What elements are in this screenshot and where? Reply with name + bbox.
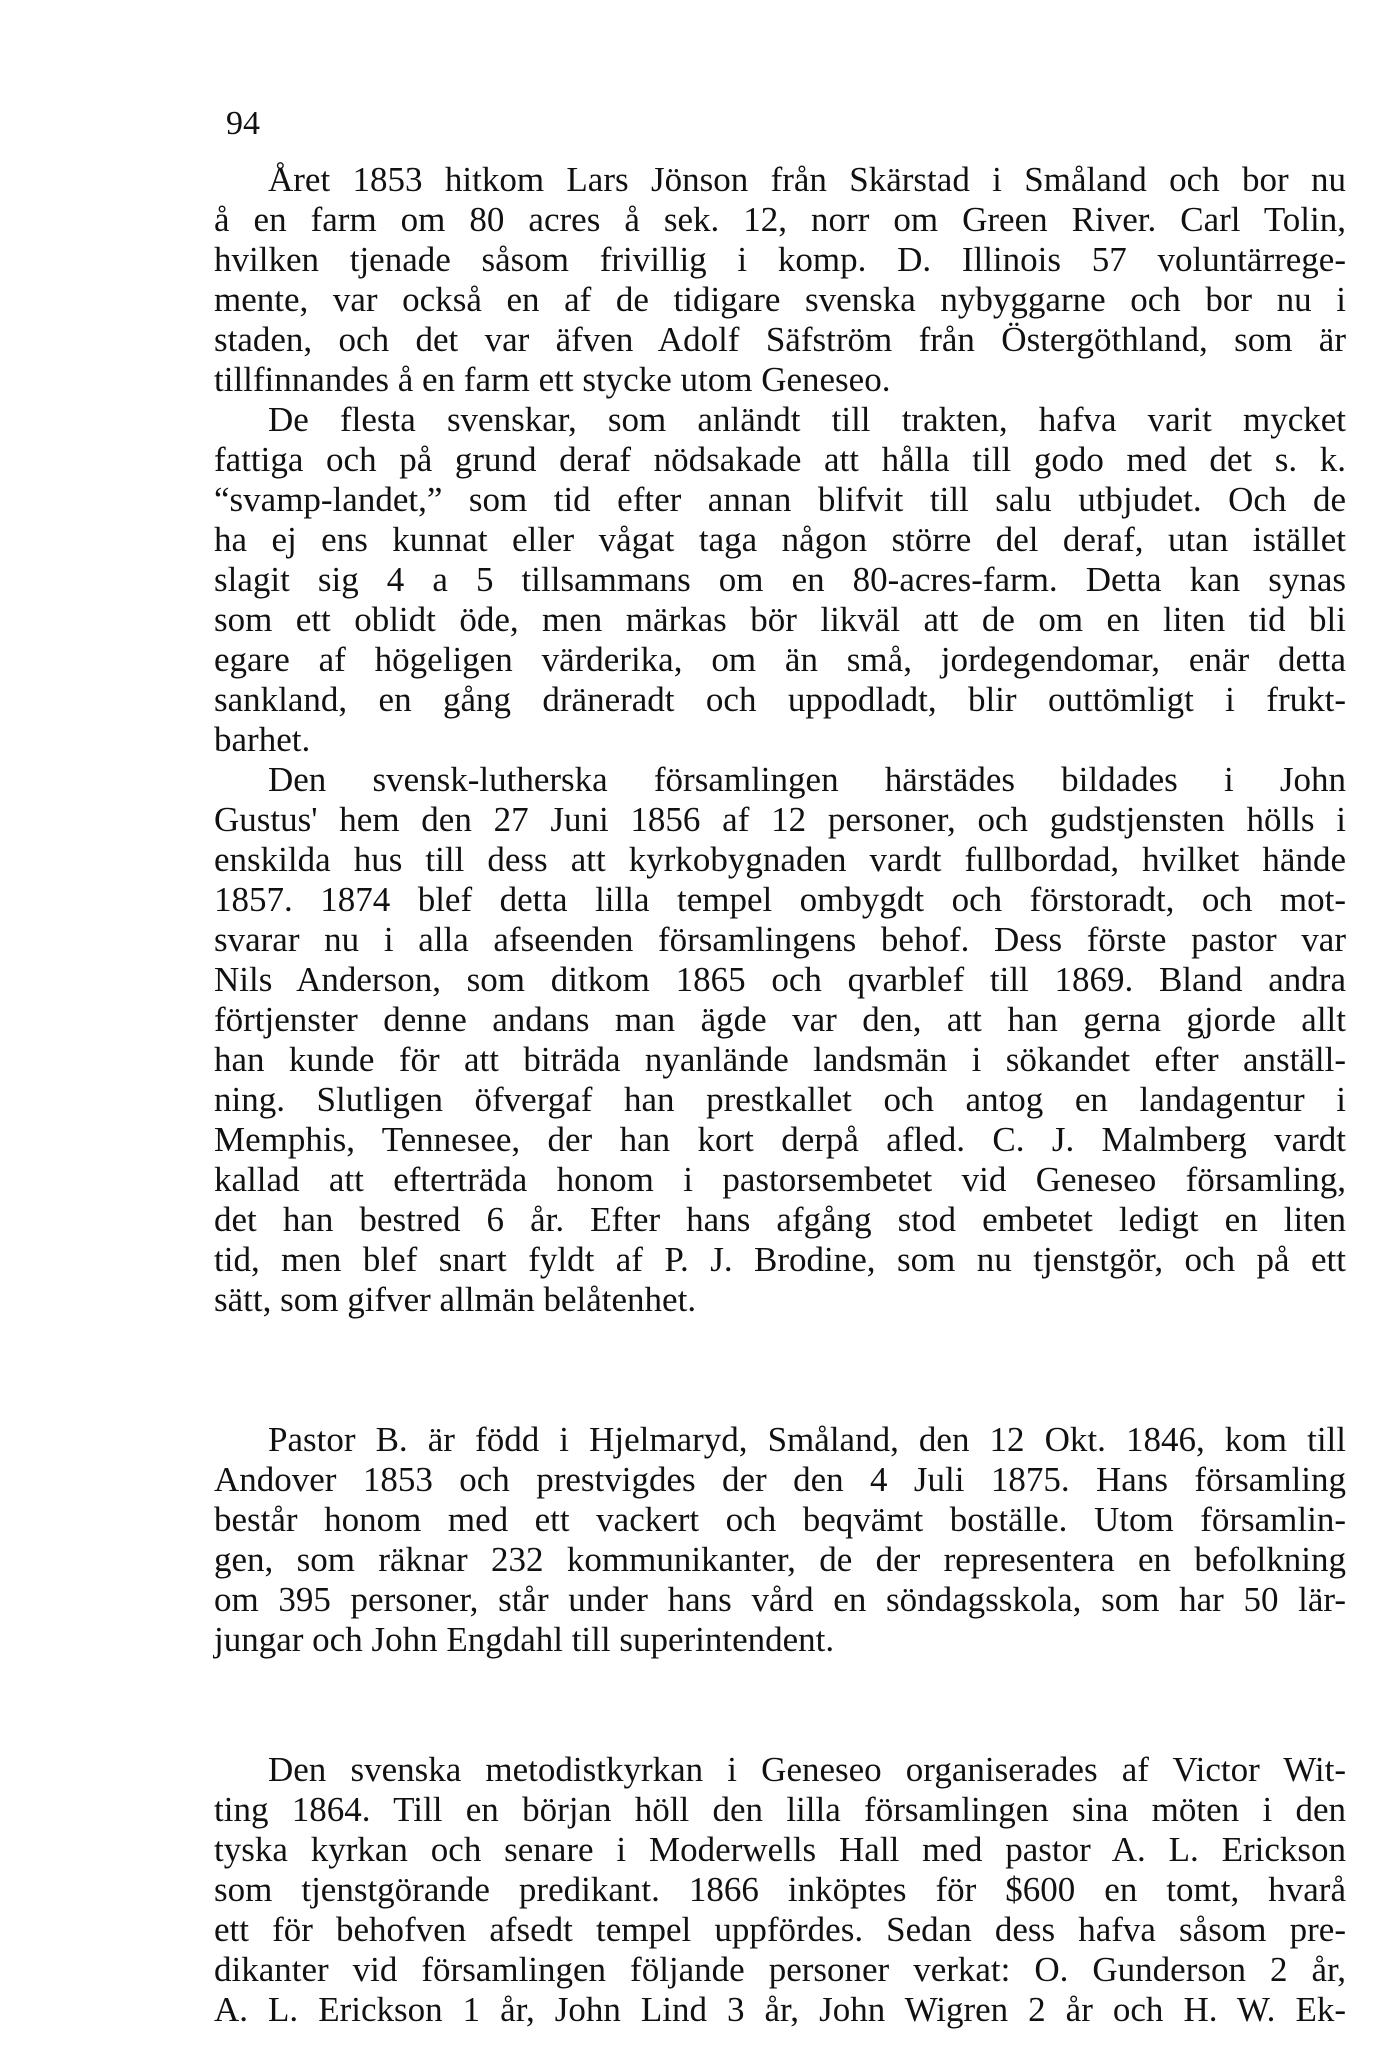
text-line: sätt, som gifver allmän belåtenhet.: [214, 1280, 697, 1319]
text-line: han kunde för att biträda nyanlände landsmän i sökandet efter anställ-: [214, 1040, 1346, 1079]
text-line: Den svensk-lutherska församlingen härstädes bildades i John: [268, 760, 1346, 799]
text-line: svarar nu i alla afseenden församlingens behof. Dess förste pastor var: [214, 920, 1346, 959]
text-line: Memphis, Tennesee, der han kort derpå afled. C. J. Malmberg vardt: [214, 1120, 1346, 1159]
text-line: Året 1853 hitkom Lars Jönson från Skärstad i Småland och bor nu: [268, 160, 1346, 199]
text-line: som ett oblidt öde, men märkas bör likväl att de om en liten tid bli: [214, 600, 1346, 639]
text-line: består honom med ett vackert och beqvämt boställe. Utom församlin-: [214, 1500, 1346, 1539]
text-line: ting 1864. Till en början höll den lilla församlingen sina möten i den: [214, 1790, 1346, 1829]
text-line: 1857. 1874 blef detta lilla tempel ombygdt och förstoradt, och mot-: [214, 880, 1346, 919]
text-line: gen, som räknar 232 kommunikanter, de der representera en befolkning: [214, 1540, 1346, 1579]
text-line: enskilda hus till dess att kyrkobygnaden vardt fullbordad, hvilket hände: [214, 840, 1346, 879]
text-line: ha ej ens kunnat eller vågat taga någon större del deraf, utan istället: [214, 520, 1346, 559]
text-line: tillfinnandes å en farm ett stycke utom Geneseo.: [214, 360, 891, 399]
text-line: ett för behofven afsedt tempel uppfördes. Sedan dess hafva såsom pre-: [214, 1910, 1346, 1949]
paragraph-group-2: [214, 1420, 1346, 1660]
text-line: Gustus' hem den 27 Juni 1856 af 12 personer, och gudstjensten hölls i: [214, 800, 1346, 839]
text-line: om 395 personer, står under hans vård en söndagsskola, som har 50 lär-: [214, 1580, 1346, 1619]
text-line: som tjenstgörande predikant. 1866 inköptes för $600 en tomt, hvarå: [214, 1870, 1346, 1909]
text-line: A. L. Erickson 1 år, John Lind 3 år, John Wigren 2 år och H. W. Ek-: [214, 1990, 1346, 2029]
text-line: dikanter vid församlingen följande personer verkat: O. Gunderson 2 år,: [214, 1950, 1346, 1989]
text-line: ning. Slutligen öfvergaf han prestkallet och antog en landagentur i: [214, 1080, 1346, 1119]
text-line: Den svenska metodistkyrkan i Geneseo organiserades af Victor Wit-: [268, 1750, 1346, 1789]
text-line: slagit sig 4 a 5 tillsammans om en 80-acres-farm. Detta kan synas: [214, 560, 1346, 599]
text-line: tid, men blef snart fyldt af P. J. Brodine, som nu tjenstgör, och på ett: [214, 1240, 1346, 1279]
page-number: 94: [226, 105, 260, 142]
text-line: Pastor B. är född i Hjelmaryd, Småland, den 12 Okt. 1846, kom till: [268, 1420, 1346, 1459]
text-line: hvilken tjenade såsom frivillig i komp. D. Illinois 57 voluntärrege-: [214, 240, 1346, 279]
text-line: mente, var också en af de tidigare svenska nybyggarne och bor nu i: [214, 280, 1346, 319]
text-line: barhet.: [214, 720, 311, 759]
text-line: sankland, en gång dräneradt och uppodladt, blir outtömligt i frukt-: [214, 680, 1346, 719]
text-line: å en farm om 80 acres å sek. 12, norr om Green River. Carl Tolin,: [214, 200, 1346, 239]
text-line: fattiga och på grund deraf nödsakade att hålla till godo med det s. k.: [214, 440, 1346, 479]
text-line: jungar och John Engdahl till superintendent.: [214, 1620, 835, 1659]
text-line: förtjenster denne andans man ägde var den, att han gerna gjorde allt: [214, 1000, 1346, 1039]
paragraph-group-1: [214, 160, 1346, 1320]
text-line: staden, och det var äfven Adolf Säfström från Östergöthland, som är: [214, 320, 1346, 359]
text-line: Andover 1853 och prestvigdes der den 4 Juli 1875. Hans församling: [214, 1460, 1346, 1499]
text-line: egare af högeligen värderika, om än små, jordegendomar, enär detta: [214, 640, 1346, 679]
paragraph-group-3: [214, 1750, 1346, 2030]
text-line: kallad att efterträda honom i pastorsembetet vid Geneseo församling,: [214, 1160, 1346, 1199]
text-line: tyska kyrkan och senare i Moderwells Hall med pastor A. L. Erickson: [214, 1830, 1346, 1869]
text-line: “svamp-landet,” som tid efter annan blifvit till salu utbjudet. Och de: [214, 480, 1346, 519]
text-line: De flesta svenskar, som anländt till trakten, hafva varit mycket: [268, 400, 1346, 439]
text-line: det han bestred 6 år. Efter hans afgång stod embetet ledigt en liten: [214, 1200, 1346, 1239]
text-line: Nils Anderson, som ditkom 1865 och qvarblef till 1869. Bland andra: [214, 960, 1346, 999]
